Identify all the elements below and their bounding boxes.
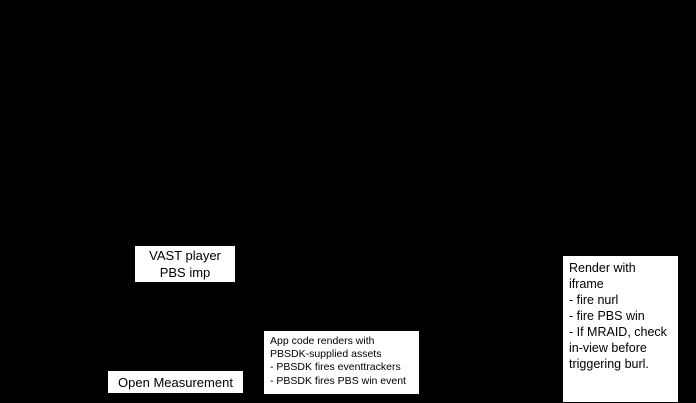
node-open-measurement-line-1: Open Measurement: [118, 374, 233, 390]
node-app-code-line-1: App code renders with: [270, 335, 375, 347]
node-render-iframe-line-6: in-view before: [569, 341, 647, 355]
node-render-iframe: [562, 255, 679, 403]
node-render-iframe-line-3: - fire nurl: [569, 293, 619, 307]
node-open-measurement: [107, 370, 244, 394]
node-render-iframe-line-2: iframe: [569, 277, 604, 291]
node-app-code-line-3: - PBSDK fires eventtrackers: [270, 361, 401, 374]
node-vast-player: [134, 245, 236, 283]
node-render-iframe-line-4: - fire PBS win: [569, 309, 645, 323]
node-vast-player-line-1: VAST player: [149, 248, 221, 263]
node-app-code: [263, 330, 420, 395]
node-app-code-line-2: PBSDK-supplied assets: [270, 348, 382, 361]
node-render-iframe-line-1: Render with: [569, 261, 636, 275]
node-render-iframe-line-7: triggering burl.: [569, 357, 649, 371]
node-vast-player-line-2: PBS imp: [159, 265, 211, 280]
node-render-iframe-line-5: - If MRAID, check: [569, 325, 667, 339]
node-app-code-line-4: - PBSDK fires PBS win event: [270, 374, 406, 387]
